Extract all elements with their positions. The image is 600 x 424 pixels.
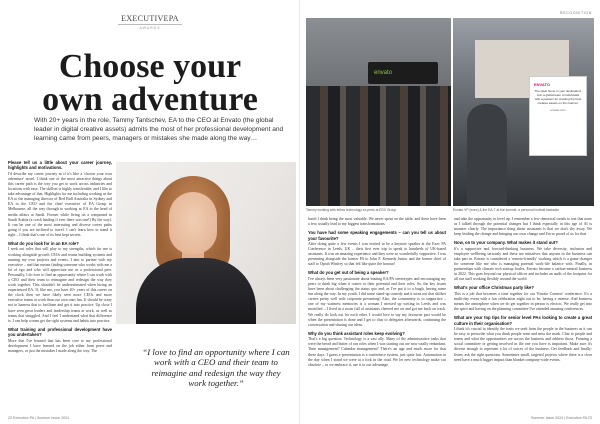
executive-pa-awards-logo <box>118 14 182 30</box>
question-heading: What training and professional development have you undertaken? <box>8 326 112 338</box>
event-photo <box>306 18 451 206</box>
photo-caption: Envato VP (exec) & the EA-T at the summit, a personal football backside <box>453 208 559 212</box>
sidebar-title: ENVATO <box>534 82 551 87</box>
question-heading: What do you look for in an EA role? <box>8 241 79 247</box>
answer-paragraph: hatch I think being the most valuable. We never spent on the table, and there have been a few, usually lead to my biggest transformations. <box>308 217 446 227</box>
answer-paragraph: That's a big question. Technology is a vast ally. Many of the administrative tasks that were the bread and butter of our roles when I was starting out are now totally redundant. Time management? Calendar management? There's an app and much more for that these days. I guess a presentation is a conference system, just quite lost. Automation in the day when I stand we were at a fork in the road. We let new technology make our obsolete – or we embrace it, use it to our advantage <box>308 337 446 367</box>
question-heading: Please tell us a little about your career journey, highlights and motivations. <box>8 160 112 171</box>
question-heading: What are your top tips for senior level PAs looking to create a great culture in their organisation? <box>454 315 592 326</box>
conference-photo <box>453 18 594 206</box>
question-heading: You have had some speaking engagements – can you tell us about your favourite? <box>308 230 446 241</box>
sidebar-link: envato.com <box>550 108 566 112</box>
answer-paragraph: I seek out roles that will play to my strengths, which for me is working alongside growth CEOs and teams building systems and running my own projects and events. I aim to partner with my executive – and that means finding someone who works with me a lot of ego and who will appreciate me as a professional peer. Personally, I do love to find an opportunity where I can work with a CEO and their team to reimagine and redesign the way they work together. This shouldn't be underestimated when hiring an experienced EA. If, like me, you have 20+ years of this career on the clock then we have likely seen more CEOs and more executive teams at work than our own ones has. It should be crazy not to harness that to facilitate and get it into practice. Up close I have seen great leaders and leadership teams at work, as well as teams that struggled. And I feel I understand what that difference is. I can help a team get the right systems and habits into practice. <box>8 247 112 323</box>
answer-paragraph: More that I've learned that has been core to my professional development I have learned on the job either from peers and managers, or just the mistakes I made along the way. The <box>8 338 112 353</box>
answer-paragraph: After doing quite a few events I was invited to be a keynote speaker at the Exec PA Conference in Leeds, UK – their first ever trip to speak to hundreds of UK-based assistants. It was an amazing experience and they were so wonderfully supportive. I was presenting alongside the former PA to John F. Kennedy Junior and the former chief of staff to Oprah Winfrey so that felt like quite the honour! <box>308 242 446 267</box>
question-heading: What's your office Christmas party like? <box>454 285 534 291</box>
answer-paragraph: I've always been very passionate about busting EA/PA stereotypes and encouraging my peers to think big when it comes to their potential and their roles. So, the key issues have been about challenging the status quo and, as I've put it to a laugh, having some fun along the way. In my youth, I did some stand-up comedy and it turns out that skillset carries pretty well with corporate presenting! Also, the community is so supportive – one of my warmest memories is a woman I messed up writing in Leeds and was mortified – I lived in a room full of assistants cheered me on and got me back on track. We really do look out for each other. I would love to say my favourite part would be when the presentation is done and I get to chat to delegates afterwards, continuing the conversation and sharing our ideas. <box>308 276 446 327</box>
article-standfirst: With 20+ years in the role, Tammy Tantschev, EA to the CEO at Envato (the global leader in digital creative assets) admits the most of her professional development and learning came from peers, managers or mistakes she made along the way… <box>34 117 284 142</box>
pull-quote: “I love to find an opportunity where I can work with a CEO and their team to reimagine and redesign the way they work together.” <box>142 347 290 389</box>
answer-paragraph: This is a job that becomes a time together for our 'Envato Connect' conference. It's a multi-day event with a fun celebration night out to be, having a intense. And business means the atmosphere when we do get together in person is electric. We really get into the spirit and having on the planning committee I've attended amazing conferences. <box>454 291 592 312</box>
portrait-photo <box>116 162 296 324</box>
sidebar-body: The ideal home in your destination! Join a global team of individuals with a passion for creating the best creative assets on the internet. <box>534 89 582 105</box>
left-column <box>8 160 112 418</box>
question-heading: What do you get out of being a speaker? <box>308 270 389 276</box>
right-column-1 <box>308 216 446 416</box>
answer-paragraph: I think it's crucial to identify the traits we seek from the people in the business as it can be easy to prescribe what you think people want and miss the mark. Chat to people and teams and what the opportunities are across the business and address those. Forming a social committee or getting involved in the one you have is important. Make sure it's diverse enough to represent a lot of voices of the business. Get feedback and finally: listen, ask the right questions. Sometimes small, targeted projects where there is a clear need have a much bigger impact than blanket company-wide events. <box>454 327 592 362</box>
right-column-2 <box>454 216 592 416</box>
logo-main-text: EXECUTIVEPA <box>121 14 179 23</box>
article-headline: Choose your own adventure <box>42 48 258 118</box>
answer-paragraph: It's a supportive and forward-thinking business. We take diversity, inclusion and employee wellbeing seriously and these are initiatives that anyone in the business can take part in. Envato is considered a 'remote-friendly' working which is a game changer for someone like me who is managing parental work-life balance with. Finally, in partnerships with climate tech startup Joules, Envato became a carbon-neutral business in 2022. This goes beyond our physical offices and includes an audit of the footprint for all our staff working flexibly around the world. <box>454 246 592 282</box>
right-page <box>300 0 600 424</box>
section-tag: RECOGNITION <box>560 11 592 15</box>
photo-caption: Tammy working with fellow technology ex-perts at EDX Group <box>306 208 397 212</box>
logo-sub-text: AWARDS <box>118 24 182 30</box>
page-folio: 22 Executive PA | Summer Issue 2024 <box>8 416 69 420</box>
page-folio: Summer Issue 2024 | Executive PA 23 <box>531 416 592 420</box>
envato-sidebar-box <box>529 76 587 156</box>
answer-paragraph: and take the opportunity to level up. I remember a few rhetorical trends to test that none as I talked through the potential changes but I think especially in this age of AI is monster clearly. The importance thing about assistants is that we don't shy away. We keep leading the change and bringing our own change and I'm so proud of us for that. <box>454 217 592 237</box>
question-heading: Why do you think assistant roles keep evolving? <box>308 330 405 336</box>
question-heading: Now, on to your company. What makes it stand out? <box>454 240 558 246</box>
answer-paragraph: I'd describe my career journey as if it's like a 'choose your own adventure' novel. I think one of the most attractive things about this career path is the way you get to work across industries and locations with ease. The skillset is highly transferable, and I like to take advantage of that. Highlights for me including working as the EA to the managing director of Red Bull Australia in Sydney and EA to the CEO and the chief executive of EA Group in Melbourne, all the way through to working as EA to the head of media affairs at Sandi. Former while living on a compound in Saudi Arabia (a crash landing if ever there was one!) By the way). It can be one of the most interesting and diverse career paths going if you are inclined to travel. I can't learn how to stand it right – I think that's one of its best kept secrets. <box>8 171 112 237</box>
envato-brand-mark: envato <box>374 70 393 76</box>
